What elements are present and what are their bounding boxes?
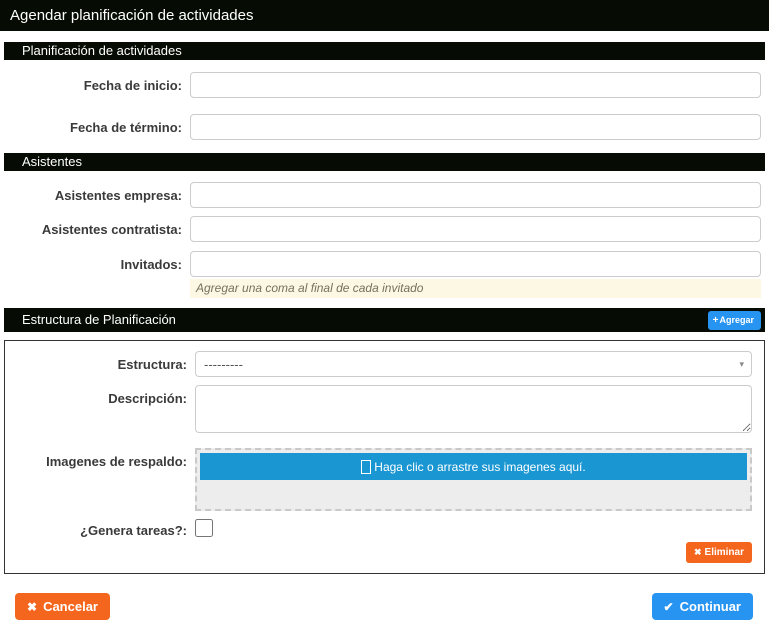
eliminar-button[interactable] xyxy=(686,542,752,563)
dropzone-click-bar[interactable] xyxy=(200,453,747,480)
asistentes-empresa-label: Asistentes empresa: xyxy=(54,188,182,203)
plus-icon: + xyxy=(712,314,719,326)
check-icon: ✔ xyxy=(663,599,674,614)
estructura-select-row xyxy=(5,351,764,377)
fecha-termino-input[interactable] xyxy=(190,114,761,140)
asistentes-contratista-input[interactable] xyxy=(190,216,761,242)
eliminar-row xyxy=(5,542,752,563)
section-asistentes-title: Asistentes xyxy=(22,154,82,169)
chevron-down-icon: ▾ xyxy=(739,359,744,369)
fecha-inicio-row xyxy=(0,72,769,98)
section-asistentes-header xyxy=(4,153,765,171)
x-icon: ✖ xyxy=(27,599,38,614)
estructura-item-panel xyxy=(4,340,765,574)
asistentes-empresa-row xyxy=(0,182,769,208)
invitados-help-row xyxy=(0,279,769,298)
page-title: Agendar planificación de actividades xyxy=(10,7,254,24)
image-dropzone[interactable] xyxy=(195,448,752,511)
section-estructura-header xyxy=(4,308,765,332)
agregar-button-label: Agregar xyxy=(719,315,754,325)
asistentes-contratista-row xyxy=(0,216,769,242)
descripcion-label: Descripción: xyxy=(108,391,187,406)
continuar-button-label: Continuar xyxy=(679,599,741,614)
imagenes-label: Imagenes de respaldo: xyxy=(46,454,187,469)
x-icon: ✖ xyxy=(693,547,702,557)
invitados-row xyxy=(0,251,769,277)
fecha-inicio-label: Fecha de inicio: xyxy=(83,78,182,93)
cancelar-button-label: Cancelar xyxy=(43,599,98,614)
dropzone-text: Haga clic o arrastre sus imagenes aquí. xyxy=(374,459,586,474)
fecha-termino-row xyxy=(0,114,769,140)
image-placeholder-icon xyxy=(361,460,371,474)
descripcion-row xyxy=(5,385,764,438)
asistentes-empresa-input[interactable] xyxy=(190,182,761,208)
estructura-label: Estructura: xyxy=(117,357,187,372)
agregar-button[interactable] xyxy=(708,311,761,330)
imagenes-row xyxy=(5,448,764,511)
genera-tareas-checkbox[interactable] xyxy=(195,519,213,537)
invitados-label: Invitados: xyxy=(120,257,182,272)
section-estructura-title: Estructura de Planificación xyxy=(22,312,176,327)
page-title-bar xyxy=(0,0,769,31)
footer-actions xyxy=(15,593,753,620)
eliminar-button-label: Eliminar xyxy=(704,547,744,558)
section-planificacion-header xyxy=(4,42,765,60)
invitados-input[interactable] xyxy=(190,251,761,277)
continuar-button[interactable] xyxy=(652,593,753,620)
invitados-help-text: Agregar una coma al final de cada invitado xyxy=(190,279,761,298)
genera-tareas-label: ¿Genera tareas?: xyxy=(80,523,187,538)
fecha-inicio-input[interactable] xyxy=(190,72,761,98)
fecha-termino-label: Fecha de término: xyxy=(70,120,182,135)
genera-tareas-row xyxy=(5,519,764,542)
descripcion-textarea[interactable] xyxy=(195,385,752,433)
cancelar-button[interactable] xyxy=(15,593,110,620)
section-planificacion-title: Planificación de actividades xyxy=(22,43,182,58)
asistentes-contratista-label: Asistentes contratista: xyxy=(41,222,182,237)
estructura-select[interactable] xyxy=(195,351,752,377)
